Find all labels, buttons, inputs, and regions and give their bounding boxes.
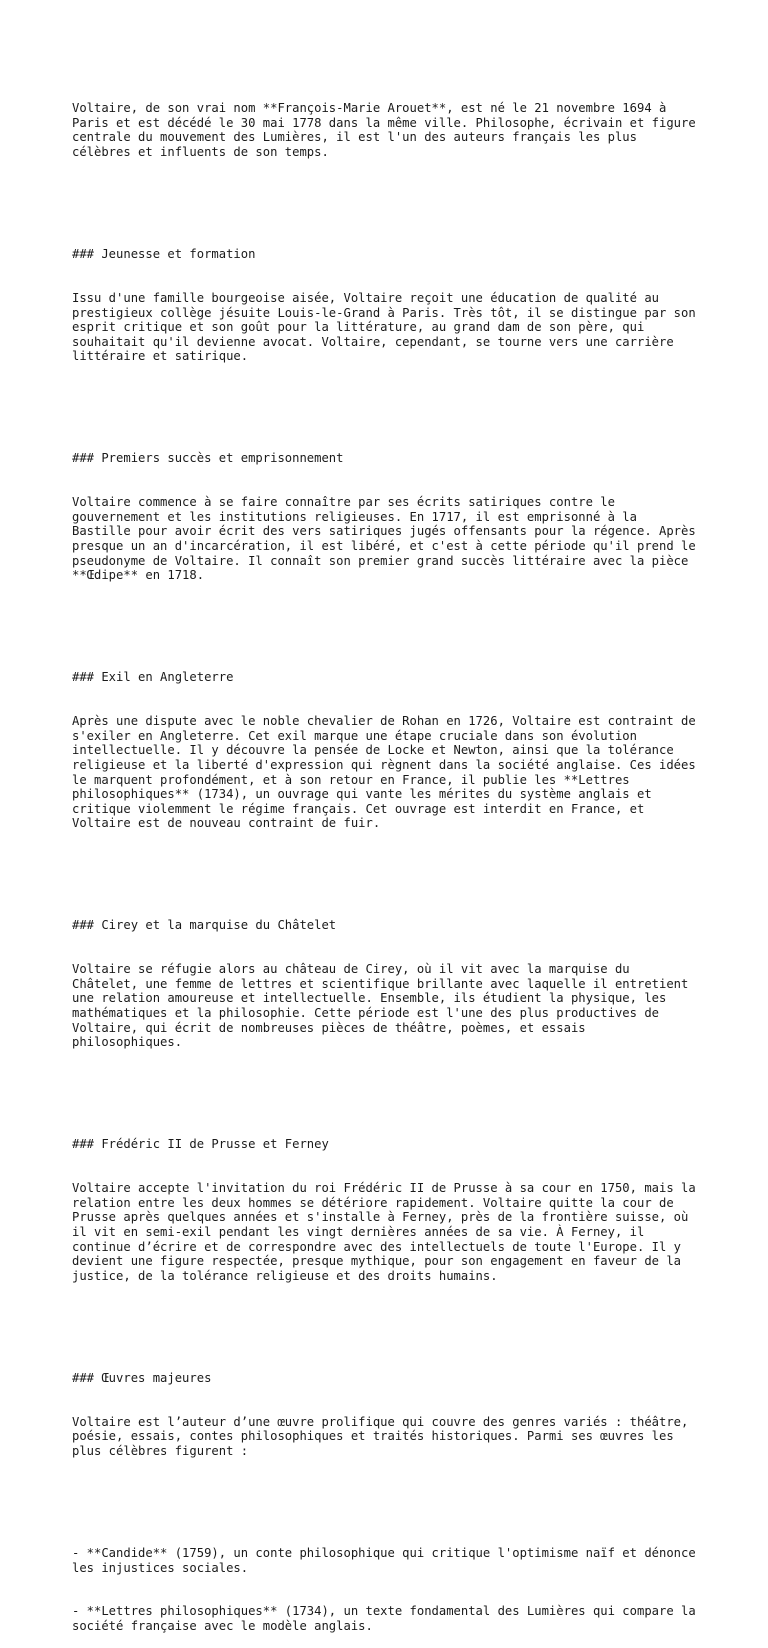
section-heading: ### Cirey et la marquise du Châtelet bbox=[72, 918, 337, 933]
spacer bbox=[72, 612, 702, 627]
spacer bbox=[72, 1488, 702, 1503]
list-item: - **Lettres philosophiques** (1734), un texte fondamental des Lumières qui compare la société française avec le modèle anglais. bbox=[72, 1604, 704, 1633]
section-heading: ### Exil en Angleterre bbox=[72, 670, 234, 685]
section-paragraph: Issu d'une famille bourgeoise aisée, Voltaire reçoit une éducation de qualité au prestigieux collège jésuite Louis-le-Grand à Paris. Très tôt, il se distingue par son esprit critique et son goût pour la littérature, au grand dam de son père, qui souhaitait qu'il devienne avocat. Voltaire, cependant, se tourne vers une carrière littéraire et satirique. bbox=[72, 290, 704, 364]
section-heading: ### Jeunesse et formation bbox=[72, 247, 256, 262]
section-paragraph: Après une dispute avec le noble chevalier de Rohan en 1726, Voltaire est contraint de s'exiler en Angleterre. Cet exil marque une étape cruciale dans son évolution intellectuelle. Il y découvre la pensée de Locke et Newton, ainsi que la tolérance religieuse et la liberté d'expression qui règnent dans la société anglaise. Ces idées le marquent profondément, et à son retour en France, il publie les **Lettres philosophiques** (1734), un ouvrage qui vante les mérites du système anglais et critique violemment le régime français. Cet ouvrage est interdit en France, et Voltaire est de nouveau contraint de fuir. bbox=[72, 714, 704, 831]
section-paragraph: Voltaire est l’auteur d’une œuvre prolifique qui couvre des genres variés : théâtre, poésie, essais, contes philosophiques et traités historiques. Parmi ses œuvres les plus célèbres figurent : bbox=[72, 1414, 696, 1458]
intro-paragraph: Voltaire, de son vrai nom **François-Marie Arouet**, est né le 21 novembre 1694 à Paris et est décédé le 30 mai 1778 dans la même ville. Philosophe, écrivain et figure centrale du mouvement des Lumières, il est l'un des auteurs français les plus célèbres et influents de son temps. bbox=[72, 101, 704, 159]
section-paragraph: Voltaire accepte l'invitation du roi Frédéric II de Prusse à sa cour en 1750, mais la relation entre les deux hommes se détériore rapidement. Voltaire quitte la cour de Prusse après quelques années et s'installe à Ferney, près de la frontière suisse, où il vit en semi-exil pendant les vingt dernières années de sa vie. À Ferney, il continue d’écrire et de correspondre avec des intellectuels de toute l'Europe. Il y devient une figure respectée, presque mythique, pour son engagement en faveur de la justice, de la tolérance religieuse et des droits humains. bbox=[72, 1181, 704, 1283]
spacer bbox=[72, 189, 702, 204]
spacer bbox=[72, 860, 702, 875]
spacer bbox=[72, 393, 702, 408]
spacer bbox=[72, 1079, 702, 1094]
spacer bbox=[72, 1312, 702, 1327]
list-item: - **Candide** (1759), un conte philosophique qui critique l'optimisme naïf et dénonce les injustices sociales. bbox=[72, 1545, 704, 1575]
section-heading: ### Frédéric II de Prusse et Ferney bbox=[72, 1137, 329, 1152]
section-heading: ### Œuvres majeures bbox=[72, 1370, 212, 1385]
section-paragraph: Voltaire se réfugie alors au château de Cirey, où il vit avec la marquise du Châtelet, une femme de lettres et scientifique brillante avec laquelle il entretient une relation amoureuse et intellectuelle. Ensemble, ils étudient la physique, les mathématiques et la philosophie. Cette période est l'une des plus productives de Voltaire, qui écrit de nombreuses pièces de théâtre, poèmes, et essais philosophiques. bbox=[72, 962, 696, 1050]
section-paragraph: Voltaire commence à se faire connaître par ses écrits satiriques contre le gouvernement et les institutions religieuses. En 1717, il est emprisonné à la Bastille pour avoir écrit des vers satiriques jugés offensants pour la régence. Après presque un an d'incarcération, il est libéré, et c'est à cette période qu'il prend le pseudonyme de Voltaire. Il connaît son premier grand succès littéraire avec la pièce **Œdipe** en 1718. bbox=[72, 495, 704, 583]
section-heading: ### Premiers succès et emprisonnement bbox=[72, 451, 344, 466]
document-page bbox=[72, 72, 702, 1648]
